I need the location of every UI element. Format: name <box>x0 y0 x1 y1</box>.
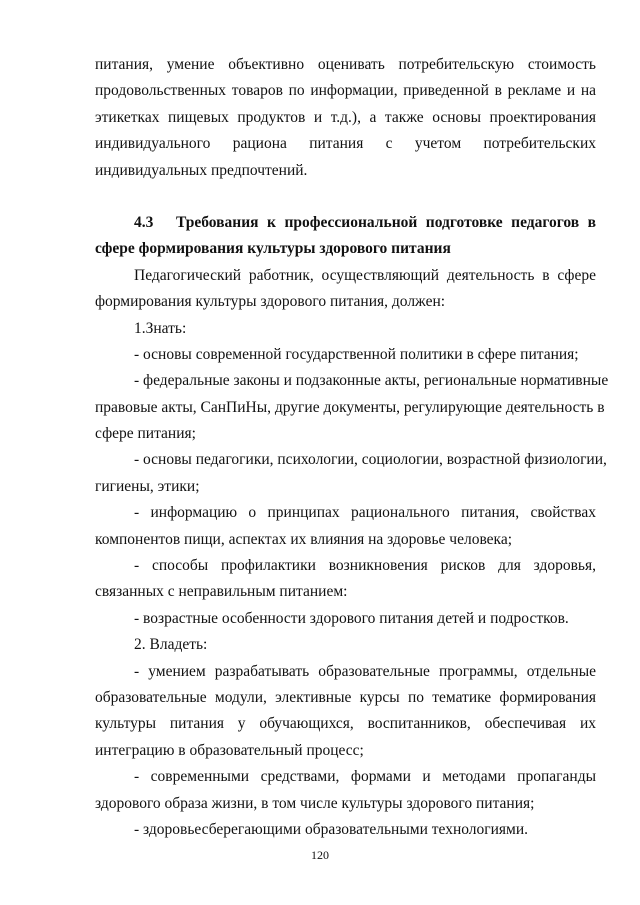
text-line: культуры питания у обучающихся, воспитанников, обеспечивая их <box>95 715 596 733</box>
text-column <box>95 52 609 843</box>
section-heading <box>95 210 596 263</box>
list-item: - основы современной государственной политики в сфере питания; <box>134 345 579 363</box>
spacer <box>95 184 596 210</box>
text-line: индивидуального рациона питания с учетом потребительских <box>95 135 596 153</box>
list-item: - основы педагогики, психологии, социологии, возрастной физиологии, <box>134 451 607 469</box>
text-line: правовые акты, СанПиНы, другие документы, регулирующие деятельность в <box>95 398 605 416</box>
list-heading-know: 1.Знать: <box>134 319 187 337</box>
section-heading-line <box>95 210 596 236</box>
list-item: - способы профилактики возникновения рисков для здоровья, <box>134 557 596 575</box>
text-line: питания, умение объективно оценивать потребительскую стоимость <box>95 56 596 73</box>
text-line: сфере питания; <box>95 425 196 443</box>
intro-paragraph <box>95 52 596 184</box>
text-line: здорового образа жизни, в том числе культуры здорового питания; <box>95 794 535 812</box>
list-heading-master: 2. Владеть: <box>134 636 208 654</box>
section-body <box>95 263 609 844</box>
text-line: этикетках пищевых продуктов и т.д.), а также основы проектирования <box>95 108 596 126</box>
list-item: - федеральные законы и подзаконные акты, региональные нормативные <box>134 372 609 390</box>
text-line: продовольственных товаров по информации, приведенной в рекламе и на <box>95 82 596 100</box>
list-item: - умением разрабатывать образовательные программы, отдельные <box>134 662 596 680</box>
text-line: гигиены, этики; <box>95 477 200 495</box>
section-number: 4.3 <box>134 213 154 231</box>
text-line: связанных с неправильным питанием: <box>95 583 348 601</box>
list-item: - возрастные особенности здорового питания детей и подростков. <box>134 609 569 627</box>
text-line: интеграцию в образовательный процесс; <box>95 741 364 759</box>
list-item: - информацию о принципах рационального питания, свойствах <box>134 504 596 522</box>
list-item: - современными средствами, формами и методами пропаганды <box>134 768 596 786</box>
text-line: индивидуальных предпочтений. <box>95 161 308 179</box>
page-number: 120 <box>311 848 329 862</box>
text-line: образовательные модули, элективные курсы по тематике формирования <box>95 688 596 706</box>
text-line: формирования культуры здорового питания, должен: <box>95 293 446 311</box>
text-line: компонентов пищи, аспектах их влияния на здоровье человека; <box>95 530 513 548</box>
section-title-part: Требования к профессиональной подготовке педагогов в <box>176 213 596 231</box>
section-heading-line: сфере формирования культуры здорового питания <box>95 240 451 258</box>
text-line: Педагогический работник, осуществляющий деятельность в сфере <box>134 266 596 284</box>
list-item: - здоровьесберегающими образовательными технологиями. <box>134 820 529 838</box>
